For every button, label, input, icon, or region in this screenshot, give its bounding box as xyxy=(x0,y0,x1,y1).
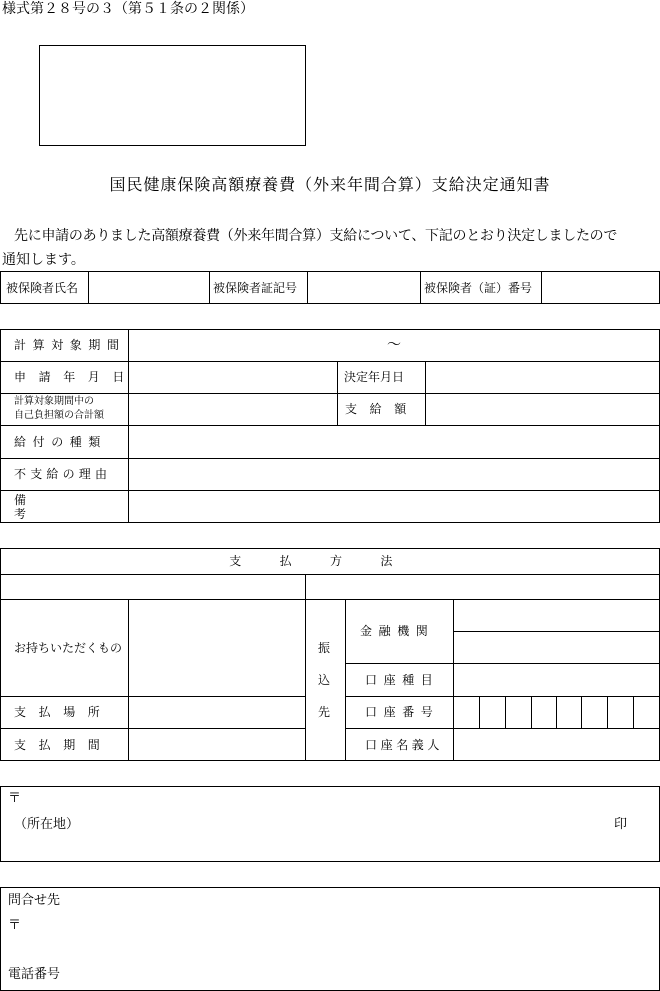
copay-label-line1: 計算対象期間中の xyxy=(14,396,94,407)
transfer-char-3: 先 xyxy=(318,705,331,719)
address-window xyxy=(39,45,306,146)
contact-postal-mark: 〒 xyxy=(8,918,22,933)
issuer-location-label: （所在地） xyxy=(14,817,80,832)
form-number: 様式第２８号の３（第５１条の２関係） xyxy=(2,1,254,17)
insured-symbol-label: 被保険者証記号 xyxy=(213,280,298,295)
intro-text-line1: 先に申請のありました高額療養費（外来年間合算）支給について、下記のとおり決定しましたので xyxy=(14,228,618,244)
remarks-text: 備考 xyxy=(14,492,91,521)
contact-box xyxy=(0,887,660,991)
bank-label: 金融機関 xyxy=(360,624,435,638)
issuer-postal-mark: 〒 xyxy=(8,791,22,806)
page-title: 国民健康保険高額療養費（外来年間合算）支給決定通知書 xyxy=(109,175,551,194)
account-type-label: 口座種目 xyxy=(365,672,440,687)
issuer-box xyxy=(0,786,660,862)
contact-label: 問合せ先 xyxy=(8,893,61,908)
nonpay-reason-label: 不支給の理由 xyxy=(14,467,112,481)
phone-label: 電話番号 xyxy=(8,967,61,982)
bring-items-label: お持ちいただくもの xyxy=(14,640,123,655)
payment-method-header: 支払方法 xyxy=(229,554,431,568)
insured-name-label: 被保険者氏名 xyxy=(6,280,79,295)
account-number-label: 口座番号 xyxy=(365,705,440,719)
decision-date-label: 決定年月日 xyxy=(344,370,405,384)
remarks-label xyxy=(14,490,114,523)
apply-date-label: 申請年月日 xyxy=(14,370,138,384)
payment-place-label: 支払場所 xyxy=(14,705,113,719)
period-label: 計算対象期間 xyxy=(14,338,126,352)
period-separator: ～ xyxy=(387,337,401,353)
intro-text-line2: 通知します。 xyxy=(2,252,85,268)
copay-total-label xyxy=(14,395,104,423)
payment-period-label: 支払期間 xyxy=(14,737,113,752)
insured-number-label: 被保険者（証）番号 xyxy=(424,280,533,295)
amount-label: 支給額 xyxy=(345,402,419,416)
copay-label-line2: 自己負担額の合計額 xyxy=(14,410,104,421)
seal-mark: 印 xyxy=(614,817,628,832)
transfer-char-1: 振 xyxy=(318,641,331,655)
benefit-type-label: 給付の種類 xyxy=(14,434,108,449)
transfer-char-2: 込 xyxy=(318,673,331,687)
account-holder-label: 口座名義人 xyxy=(365,737,444,752)
